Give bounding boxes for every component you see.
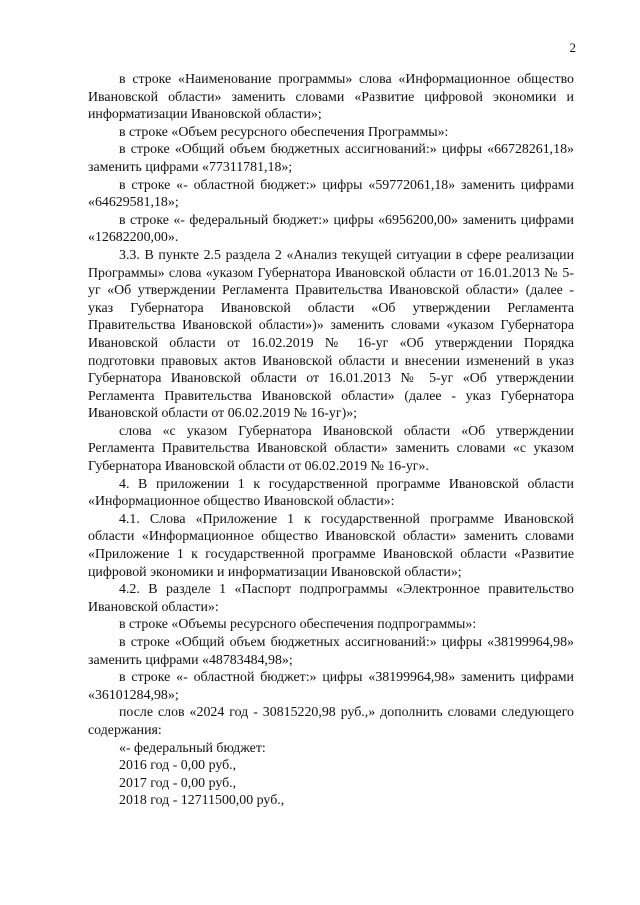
paragraph-total-allocations: в строке «Общий объем бюджетных ассигнований:» цифры «66728261,18» заменить цифрами «77311781,18»;	[88, 142, 574, 175]
paragraph-3-3-words: слова «с указом Губернатора Ивановской области «Об утверждении Регламента Правительства Ивановской области» заменить словами «с указом Губернатора Ивановской области от 06.02.2019 № 16-уг».	[88, 423, 574, 475]
paragraph-regional-budget: в строке «- областной бюджет:» цифры «59772061,18» заменить цифрами «64629581,18»;	[88, 177, 574, 211]
paragraph-4-2: 4.2. В разделе 1 «Паспорт подпрограммы «Электронное правительство Ивановской области»:	[88, 582, 574, 615]
list-item-2018: 2018 год - 12711500,00 руб.,	[119, 793, 285, 809]
page-number: 2	[569, 40, 576, 55]
document-body	[88, 71, 574, 810]
paragraph-4: 4. В приложении 1 к государственной программе Ивановской области «Информационное общество Ивановской области»:	[88, 476, 574, 510]
list-item-2017: 2017 год - 0,00 руб.,	[119, 775, 237, 791]
list-item-2016: 2016 год - 0,00 руб.,	[119, 758, 237, 774]
paragraph-subprogram-regional: в строке «- областной бюджет:» цифры «38199964,98» заменить цифрами «36101284,98»;	[88, 670, 574, 703]
paragraph-program-name: в строке «Наименование программы» слова «Информационное общество Ивановской области» заменить словами «Развитие цифровой экономики и информатизации Ивановской области»;	[88, 72, 574, 123]
paragraph-3-3: 3.3. В пункте 2.5 раздела 2 «Анализ текущей ситуации в сфере реализации Программы» слова «указом Губернатора Ивановской области от 16.01.2013 № 5-уг «Об утверждении Регламента Правительства Ивановской области» (далее - указ Губернатора Ивановской области «Об утверждении Регламента Правительства Ивановской области»)» заменить словами «указом Губернатора Ивановской области от 16.02.2019 № 16-уг «Об утверждении Порядка подготовки правовых актов Ивановской области и внесении изменений в указ Губернатора Ивановской области от 16.01.2013 № 5-уг «Об утверждении Регламента Правительства Ивановской области» (далее - указ Губернатора Ивановской области от 06.02.2019 № 16-уг)»;	[88, 247, 574, 422]
paragraph-after-words: после слов «2024 год - 30815220,98 руб.,» дополнить словами следующего содержания:	[88, 705, 574, 738]
paragraph-subprogram-total: в строке «Общий объем бюджетных ассигнований:» цифры «38199964,98» заменить цифрами «48783484,98»;	[88, 635, 574, 668]
paragraph-subprogram-resources: в строке «Объемы ресурсного обеспечения подпрограммы»:	[119, 617, 477, 633]
list-item-federal-budget: «- федеральный бюджет:	[119, 740, 266, 756]
paragraph-resource-row: в строке «Объем ресурсного обеспечения Программы»:	[119, 124, 449, 140]
paragraph-federal-budget: в строке «- федеральный бюджет:» цифры «6956200,00» заменить цифрами «12682200,00».	[88, 212, 574, 246]
paragraph-4-1: 4.1. Слова «Приложение 1 к государственной программе Ивановской области «Информационное общество Ивановской области» заменить словами «Приложение 1 к государственной программе Ивановской области «Развитие цифровой экономики и информатизации Ивановской области»;	[88, 511, 574, 580]
